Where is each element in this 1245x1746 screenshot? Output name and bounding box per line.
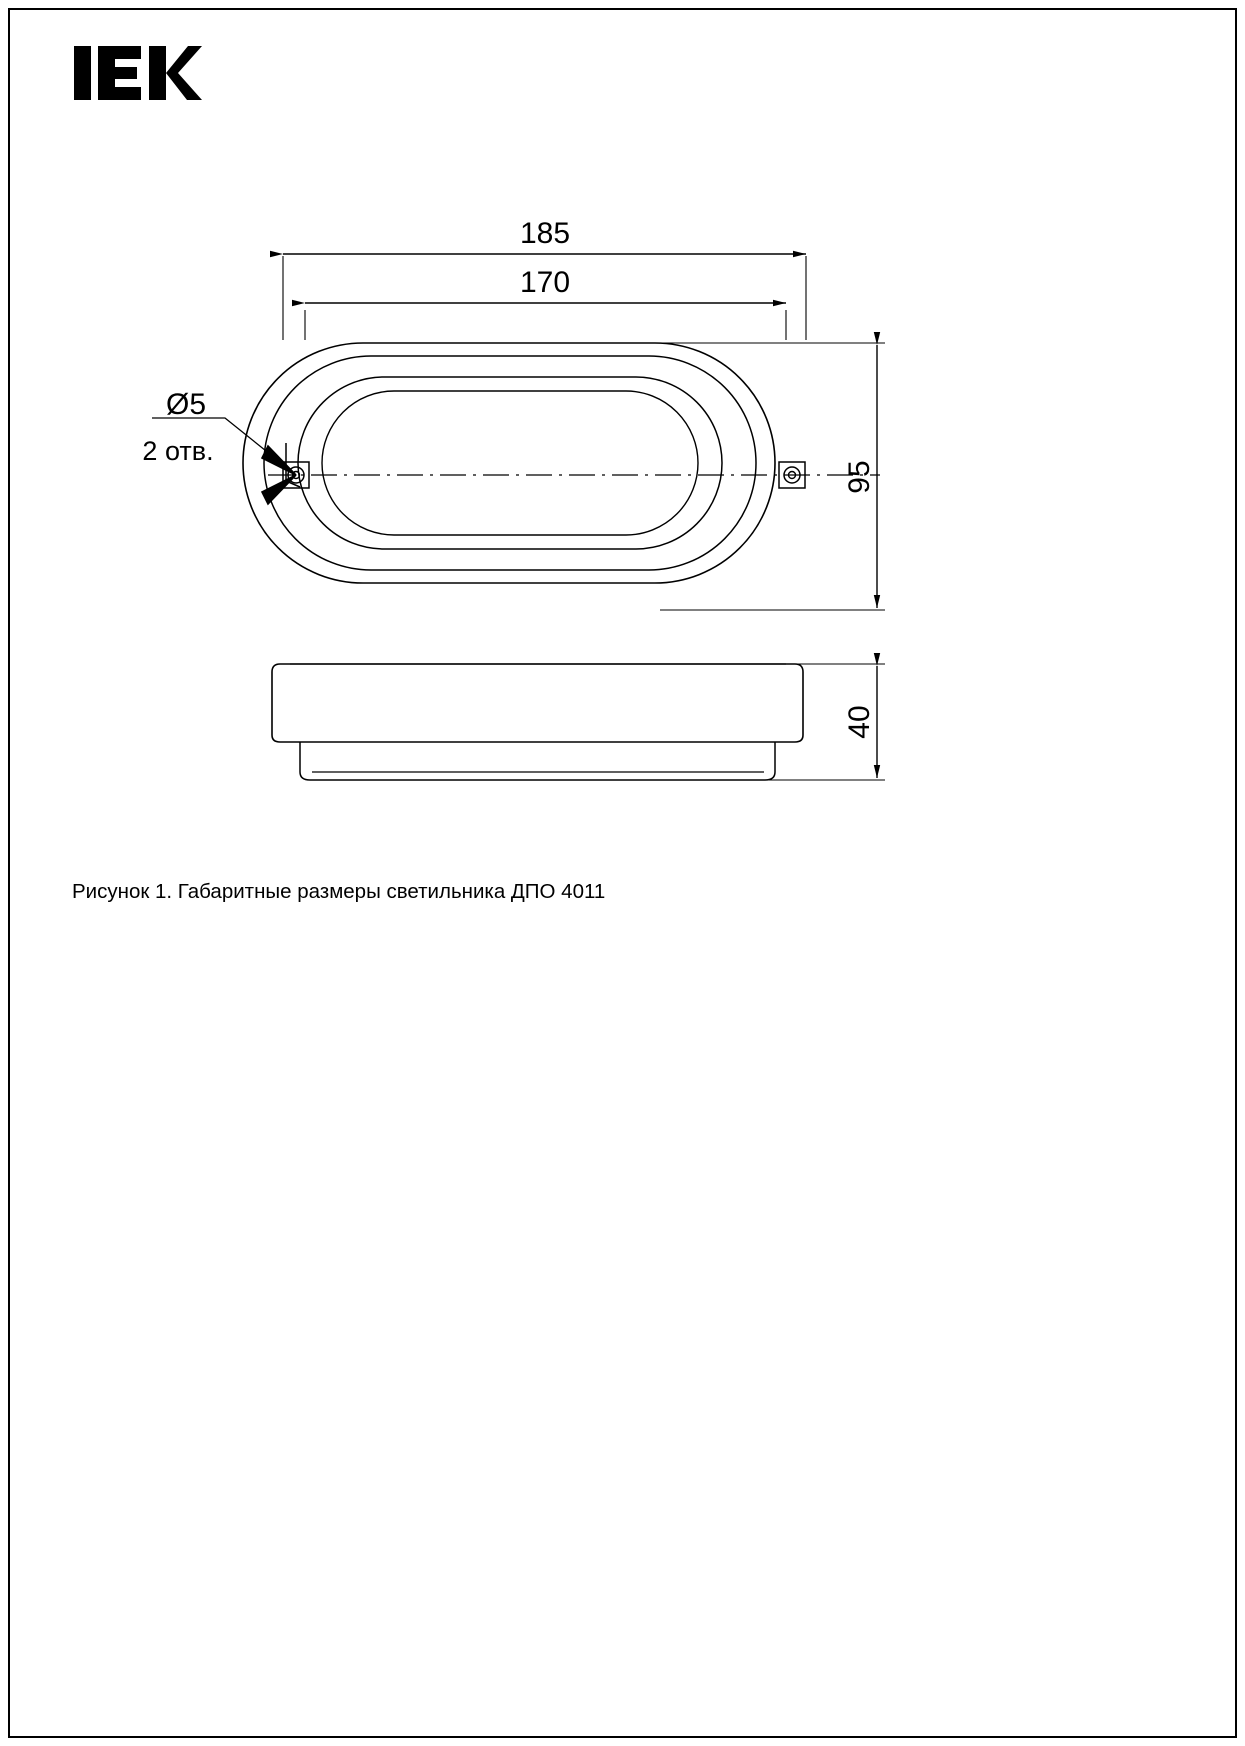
mounting-tabs	[283, 443, 805, 488]
dimension-label-185: 185	[519, 217, 571, 250]
dimension-label-170: 170	[519, 266, 571, 299]
dimension-label-40: 40	[843, 705, 876, 739]
top-view-outline	[243, 343, 775, 583]
side-view-outline	[272, 664, 803, 780]
dimension-label-hole-diameter: Ø5	[165, 388, 207, 421]
dimension-170	[305, 303, 786, 340]
dimension-label-95: 95	[843, 460, 876, 494]
figure-caption: Рисунок 1. Габаритные размеры светильника ДПО 4011	[72, 880, 606, 903]
dimension-label-hole-count: 2 отв.	[142, 436, 214, 466]
